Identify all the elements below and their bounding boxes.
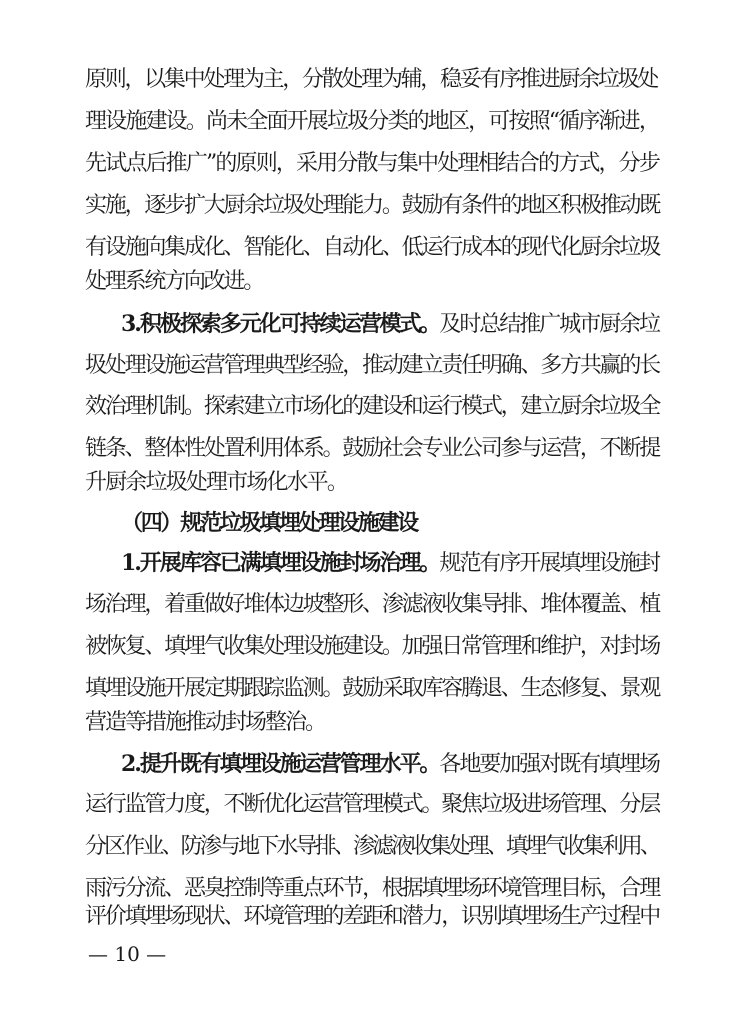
text-line	[85, 108, 659, 136]
text-line	[121, 509, 417, 538]
body-text: 被恢复、填埋气收集处理设施建设。加强日常管理和维护，对封场	[85, 634, 659, 659]
body-text: 填埋设施开展定期跟踪监测。鼓励采取库容腾退、生态修复、景观	[85, 676, 659, 701]
text-line	[85, 903, 659, 931]
body-text: 升厨余垃圾处理市场化水平。	[85, 470, 347, 495]
body-text: 有设施向集成化、智能化、自动化、低运行成本的现代化厨余垃圾	[85, 235, 659, 260]
body-text: 各地要加强对既有填埋场	[439, 752, 659, 777]
body-text: 雨污分流、恶臭控制等重点环节，根据填埋场环境管理目标，合理	[85, 876, 659, 901]
body-text: 先试点后推广”的原则，采用分散与集中处理相结合的方式，分步	[85, 151, 659, 176]
body-text: 理设施建设。尚未全面开展垃圾分类的地区，可按照“循序渐进，	[85, 109, 659, 134]
body-text: 运行监管力度，不断优化运营管理模式。聚焦垃圾进场管理、分层	[85, 792, 659, 817]
body-text: 效治理机制。探索建立市场化的建设和运行模式，建立厨余垃圾全	[85, 394, 659, 419]
body-text: 处理系统方向改进。	[85, 269, 263, 294]
text-line	[85, 150, 659, 178]
bold-lead-text: （四）规范垃圾填埋处理设施建设	[121, 510, 417, 536]
text-line	[85, 469, 347, 497]
text-line	[85, 393, 659, 421]
text-line	[85, 591, 659, 619]
bold-lead-text: 1.开展库容已满填埋设施封场治理。	[121, 550, 440, 576]
text-line	[121, 549, 659, 578]
body-text: 场治理，着重做好堆体边坡整形、渗滤液收集导排、堆体覆盖、植	[85, 592, 659, 617]
text-line	[85, 709, 325, 737]
text-line	[85, 633, 659, 661]
text-line	[85, 435, 659, 463]
body-text: 营造等措施推动封场整治。	[85, 710, 325, 735]
text-line	[85, 192, 659, 220]
text-line	[85, 66, 657, 94]
body-text: 及时总结推广城市厨余垃	[439, 312, 659, 337]
body-text: 评价填埋场现状、环境管理的差距和潜力，识别填埋场生产过程中	[85, 904, 659, 929]
text-line	[85, 268, 263, 296]
text-line	[85, 791, 659, 819]
bold-lead-text: 3.积极探索多元化可持续运营模式。	[121, 311, 440, 337]
body-text: 链条、整体性处置利用体系。鼓励社会专业公司参与运营，不断提	[85, 436, 659, 461]
body-text: 原则，以集中处理为主，分散处理为辅，稳妥有序推进厨余垃圾处	[85, 67, 657, 92]
body-text: 实施，逐步扩大厨余垃圾处理能力。鼓励有条件的地区积极推动既	[85, 193, 659, 218]
body-text: 规范有序开展填埋设施封	[439, 551, 659, 576]
page-number: — 10 —	[88, 942, 167, 966]
text-line	[85, 875, 659, 903]
text-line	[121, 750, 659, 779]
text-line	[85, 352, 659, 380]
text-line	[85, 675, 659, 703]
bold-lead-text: 2.提升既有填埋设施运营管理水平。	[121, 751, 440, 777]
text-line	[85, 234, 659, 262]
body-text: 分区作业、防渗与地下水导排、渗滤液收集处理、填埋气收集利用、	[85, 834, 659, 859]
text-line	[121, 310, 659, 339]
body-text: 圾处理设施运营管理典型经验，推动建立责任明确、多方共赢的长	[85, 353, 659, 378]
text-line	[85, 833, 659, 861]
